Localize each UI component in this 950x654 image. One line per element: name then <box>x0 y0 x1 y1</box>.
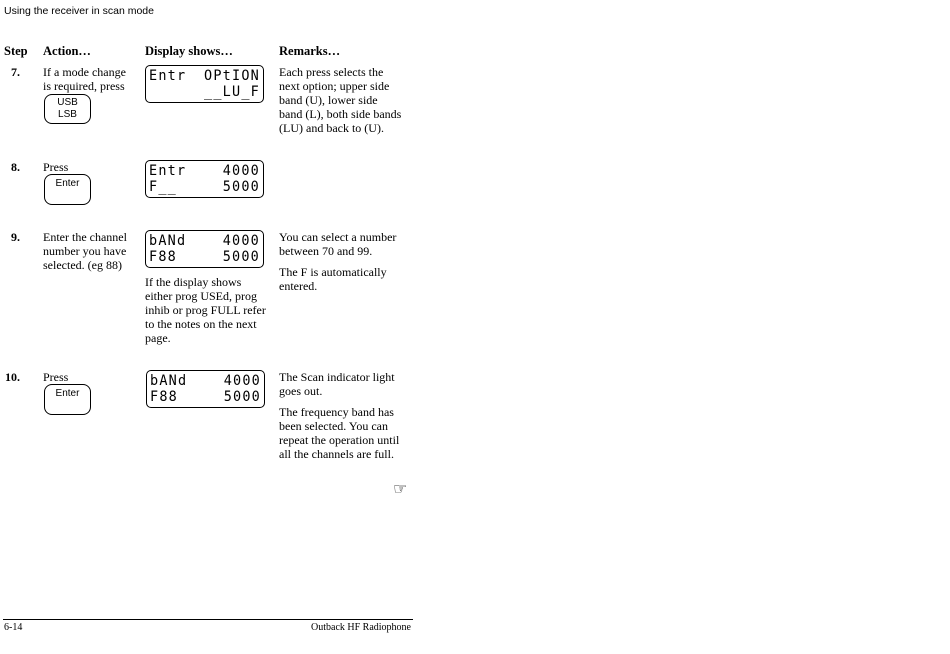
footer-rule <box>3 619 413 620</box>
lcd-display <box>145 230 264 268</box>
lcd-display <box>145 65 264 103</box>
lcd-text: F88 <box>150 388 178 406</box>
remarks-text: The F is automatically entered. <box>279 265 387 293</box>
lcd-text: __LU_F <box>204 83 260 101</box>
column-header-step: Step <box>4 44 28 58</box>
step-number: 8. <box>11 160 20 174</box>
footer-title: Outback HF Radiophone <box>311 622 411 633</box>
enter-key[interactable]: Enter <box>44 174 91 205</box>
column-header-action: Action… <box>43 44 91 58</box>
remarks-text: You can select a number between 70 and 99. <box>279 230 397 258</box>
lcd-text: 4000 <box>222 162 260 180</box>
lcd-text: 4000 <box>222 232 260 250</box>
column-header-remarks: Remarks… <box>279 44 341 58</box>
action-text: If a mode change is required, press <box>43 65 126 93</box>
step-number: 9. <box>11 230 20 244</box>
lcd-display <box>145 160 264 198</box>
action-text: Enter the channel number you have selected. (eg 88) <box>43 230 127 272</box>
usb-lsb-key[interactable]: USB LSB <box>44 94 91 124</box>
lcd-text: 5000 <box>222 248 260 266</box>
column-header-display: Display shows… <box>145 44 233 58</box>
page-number: 6-14 <box>4 622 23 633</box>
pointing-hand-icon: ☞ <box>393 479 408 498</box>
action-text: Press <box>43 160 69 174</box>
display-note: If the display shows either prog USEd, prog inhib or prog FULL refer to the notes on the next page. <box>145 275 266 345</box>
running-head: Using the receiver in scan mode <box>4 5 154 17</box>
lcd-text: 5000 <box>222 178 260 196</box>
lcd-text: 5000 <box>223 388 261 406</box>
step-number: 10. <box>5 370 20 384</box>
remarks-text: The Scan indicator light goes out. <box>279 370 395 398</box>
lcd-text: F88 <box>149 248 177 266</box>
action-text: Press <box>43 370 69 384</box>
lcd-text: bANd <box>149 232 187 250</box>
lcd-display <box>146 370 265 408</box>
enter-key[interactable]: Enter <box>44 384 91 415</box>
step-number: 7. <box>11 65 20 79</box>
lcd-text: F__ <box>149 178 177 196</box>
remarks-text: The frequency band has been selected. You can repeat the operation until all the channels are full. <box>279 405 400 461</box>
lcd-text: OPtION <box>204 67 260 85</box>
lcd-text: 4000 <box>223 372 261 390</box>
lcd-text: bANd <box>150 372 188 390</box>
remarks-text: Each press selects the next option; upper side band (U), lower side band (L), both side bands (LU) and back to (U). <box>279 65 402 135</box>
lcd-text: Entr <box>149 162 187 180</box>
lcd-text: Entr <box>149 67 187 85</box>
